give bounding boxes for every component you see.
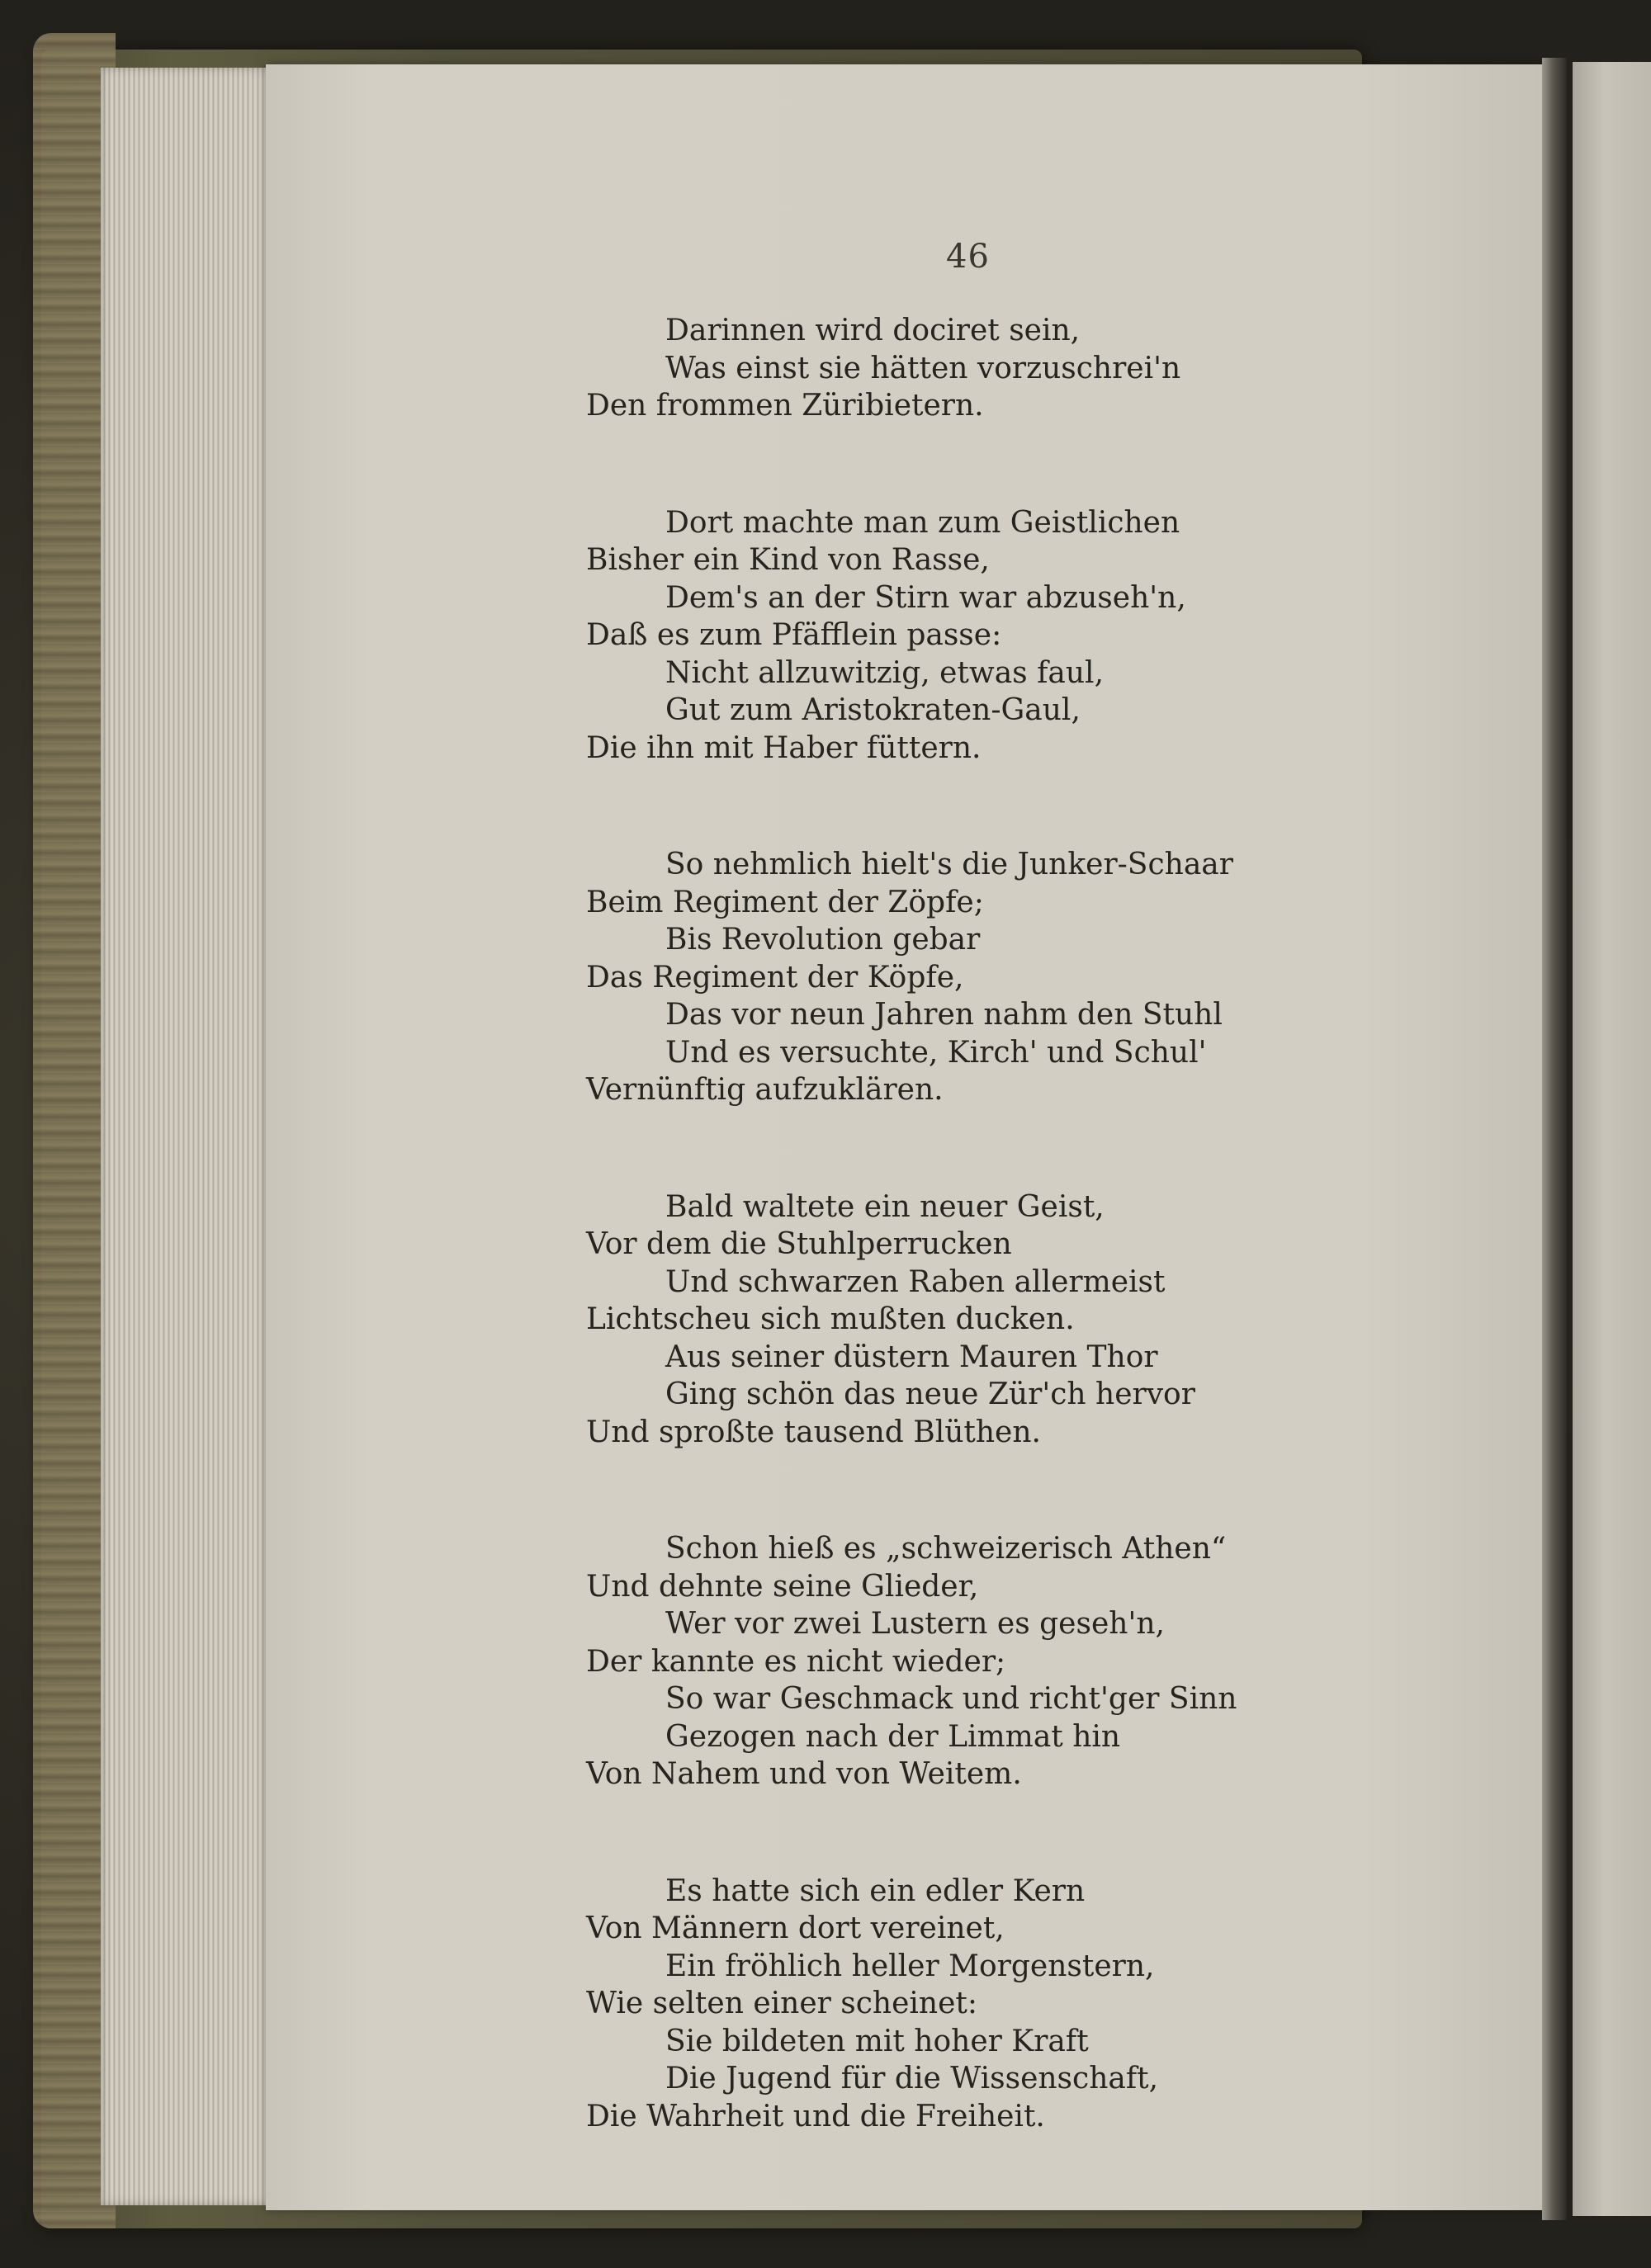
verse-line: Darinnen wird dociret sein, <box>665 314 1081 347</box>
verse-line: Was einst sie hätten vorzuschrei'n <box>665 351 1181 385</box>
verse-line: Wer vor zwei Lustern es geseh'n, <box>665 1607 1165 1641</box>
verse-line: Die ihn mit Haber füttern. <box>586 730 982 765</box>
verse-line: Und es versuchte, Kirch' und Schul' <box>665 1035 1207 1070</box>
book-gutter <box>1542 58 1567 2220</box>
verse-line: Und schwarzen Raben allermeist <box>665 1264 1166 1299</box>
stanza <box>586 1873 1535 2136</box>
stanza <box>586 504 1535 768</box>
verse-line: Von Männern dort vereinet, <box>586 1911 1005 1945</box>
verse-line: Bis Revolution gebar <box>665 923 981 957</box>
verse-line: Die Wahrheit und die Freiheit. <box>586 2099 1045 2133</box>
verse-line: Ein fröhlich heller Morgenstern, <box>665 1949 1155 1983</box>
verse-line: Bald waltete ein neuer Geist, <box>665 1189 1105 1224</box>
stanza <box>586 312 1535 425</box>
verse-line: Schon hieß es „schweizerisch Athen“ <box>665 1532 1227 1566</box>
verse-line: Lichtscheu sich mußten ducken. <box>586 1302 1075 1336</box>
verse-line: Aus seiner düstern Mauren Thor <box>665 1340 1158 1374</box>
verse-line: Und dehnte seine Glieder, <box>586 1569 979 1604</box>
verse-line: Die Jugend für die Wissenschaft, <box>665 2062 1159 2096</box>
verse-line: Daß es zum Pfäfflein passe: <box>586 618 1002 652</box>
poem-text <box>586 312 1535 2214</box>
verse-line: Wie selten einer scheinet: <box>586 1987 978 2020</box>
page-block-edges <box>101 68 274 2205</box>
facing-page-edge <box>1573 62 1651 2216</box>
verse-line: Das vor neun Jahren nahm den Stuhl <box>665 998 1223 1032</box>
verse-line: Gezogen nach der Limmat hin <box>665 1719 1121 1754</box>
verse-line: Ging schön das neue Zür'ch hervor <box>665 1377 1195 1411</box>
verse-line: So nehmlich hielt's die Junker-Schaar <box>665 848 1233 881</box>
verse-line: Gut zum Aristokraten-Gaul, <box>665 693 1081 727</box>
verse-line: Den frommen Züribietern. <box>586 389 984 423</box>
verse-line: Dort machte man zum Geistlichen <box>665 505 1180 540</box>
verse-line: Beim Regiment der Zöpfe; <box>586 885 984 919</box>
verse-line: Bisher ein Kind von Rasse, <box>586 543 990 577</box>
page-number: 46 <box>946 238 990 276</box>
verse-line: Nicht allzuwitzig, etwas faul, <box>665 655 1105 690</box>
verse-line: Vernünftig aufzuklären. <box>586 1073 944 1107</box>
stanza <box>586 1188 1535 1452</box>
verse-line: Das Regiment der Köpfe, <box>586 960 964 995</box>
verse-line: Es hatte sich ein edler Kern <box>665 1873 1086 1908</box>
verse-line: Vor dem die Stuhlperrucken <box>586 1227 1012 1261</box>
verse-line: So war Geschmack und richt'ger Sinn <box>665 1682 1237 1716</box>
stanza <box>586 846 1535 1109</box>
stanza <box>586 1530 1535 1793</box>
verse-line: Dem's an der Stirn war abzuseh'n, <box>665 580 1186 615</box>
verse-line: Von Nahem und von Weitem. <box>586 1757 1022 1791</box>
verse-line: Sie bildeten mit hoher Kraft <box>665 2024 1089 2058</box>
verse-line: Der kannte es nicht wieder; <box>586 1644 1006 1679</box>
verse-line: Und sproßte tausend Blüthen. <box>586 1415 1041 1449</box>
